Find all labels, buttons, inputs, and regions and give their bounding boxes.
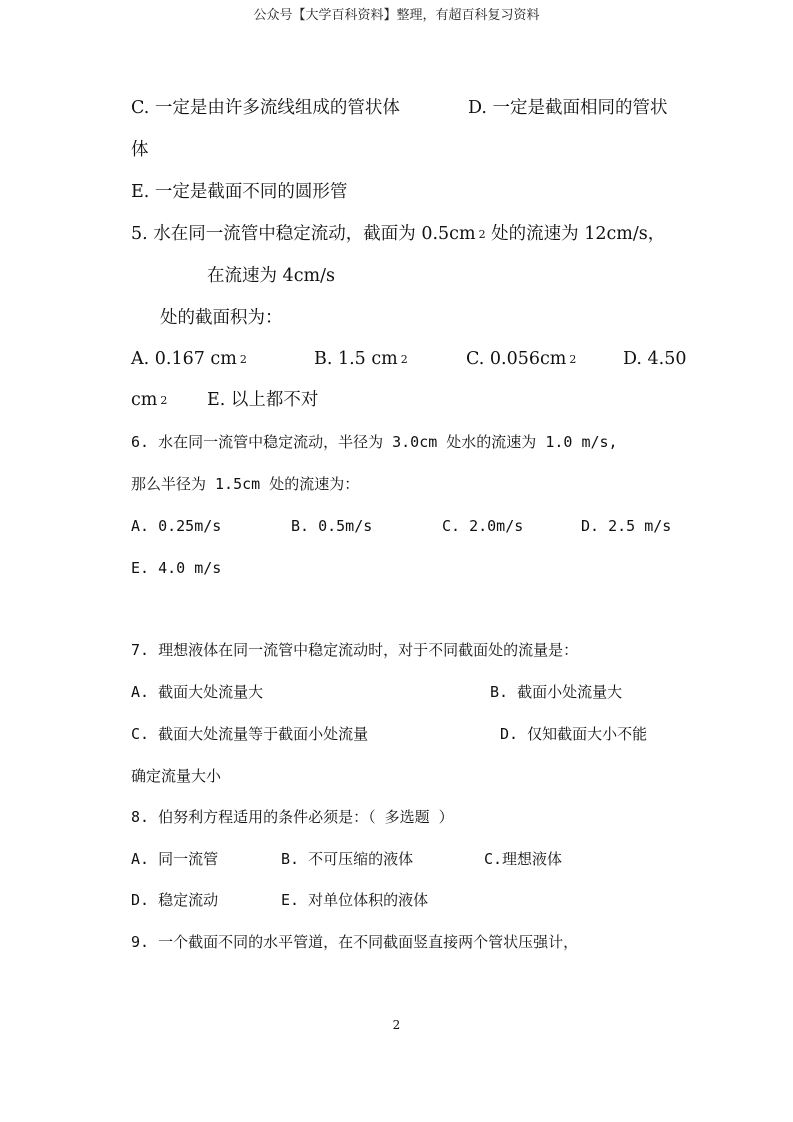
q9-stem: 9. 一个截面不同的水平管道，在不同截面竖直接两个管状压强计， [131,933,579,951]
page-number: 2 [392,1018,401,1032]
q5-option-a-text: A. 0.167 cm [131,349,237,369]
q5-option-d-cont [131,389,167,413]
q7-option-a: A. 截面大处流量大 [131,683,264,701]
q6-option-c: C. 2.0m/s [442,517,524,535]
q6-stem-line1: 6. 水在同一流管中稳定流动，半径为 3.0cm 处水的流速为 1.0 m/s, [131,433,618,451]
q5-option-d-unit: cm [131,390,158,410]
q8-option-e: E. 对单位体积的液体 [281,891,429,909]
q6-option-a: A. 0.25m/s [131,517,222,535]
q5-stem-line3: 处的截面积为： [160,308,283,328]
q4-option-d: D. 一定是截面相同的管状 [468,98,668,118]
q5-stem-line1 [131,223,665,247]
q6-option-b: B. 0.5m/s [291,517,373,535]
q5-option-d-sup: 2 [160,394,168,407]
q6-option-e: E. 4.0 m/s [131,559,222,577]
q4-option-e: E. 一定是截面不同的圆形管 [131,182,348,202]
q5-stem-part1: 5. 水在同一流管中稳定流动，截面为 0.5cm [131,224,476,244]
q5-option-d: D. 4.50 [623,349,687,369]
q5-option-c-text: C. 0.056cm [466,349,567,369]
page-header: 公众号【大学百科资料】整理，有超百科复习资料 [253,8,540,23]
q7-option-d-cont: 确定流量大小 [131,767,222,785]
q8-option-d: D. 稳定流动 [131,891,219,909]
q6-option-d: D. 2.5 m/s [581,517,672,535]
q5-option-b [314,348,408,372]
q8-option-c: C.理想液体 [484,850,563,868]
q5-option-a-sup: 2 [239,353,247,366]
q7-option-c: C. 截面大处流量等于截面小处流量 [131,725,369,743]
q8-stem: 8. 伯努利方程适用的条件必须是：（ 多选题 ） [131,808,454,826]
q5-option-b-text: B. 1.5 cm [314,349,398,369]
q4-option-c: C. 一定是由许多流线组成的管状体 [131,98,400,118]
q6-stem-line2: 那么半径为 1.5cm 处的流速为： [131,475,360,493]
q8-option-a: A. 同一流管 [131,850,219,868]
q5-stem-superscript: 2 [478,228,486,241]
q8-option-b: B. 不可压缩的液体 [281,850,414,868]
q7-stem: 7. 理想液体在同一流管中稳定流动时，对于不同截面处的流量是： [131,641,579,659]
q5-option-b-sup: 2 [400,353,408,366]
q5-option-c [466,348,576,372]
q5-stem-part2: 处的流速为 12cm/s， [491,224,666,244]
q5-stem-line2: 在流速为 4cm/s [207,266,335,286]
q7-option-b: B. 截面小处流量大 [490,683,623,701]
q5-option-e: E. 以上都不对 [207,390,319,410]
q7-option-d: D. 仅知截面大小不能 [500,725,648,743]
q5-option-a [131,348,247,372]
q5-option-c-sup: 2 [569,353,577,366]
q4-option-d-cont: 体 [131,140,149,160]
